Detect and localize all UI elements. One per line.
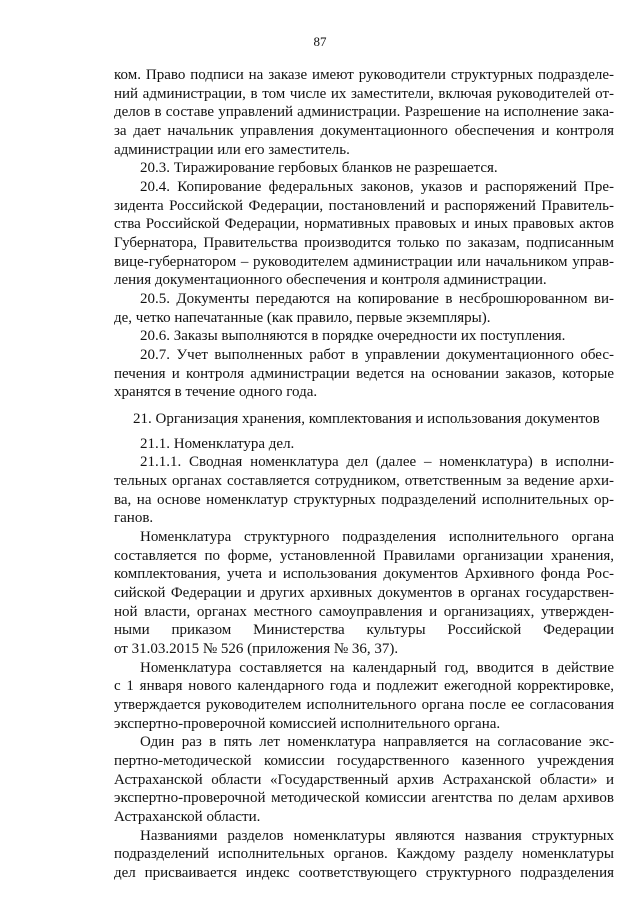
text-line: хранятся в течение одного года. [114,384,318,400]
text-line: Астраханской области «Государственный архив Астраханской области» и [114,772,614,788]
text-line: 21.1.1. Сводная номенклатура дел (далее – номенклатура) в исполни- [140,454,614,470]
text-line: Номенклатура составляется на календарный год, вводится в действие [140,660,614,676]
text-line: печения и контроля администрации ведется на основании заказов, которые [114,366,614,382]
text-line: ными приказом Министерства культуры Российской Федерации [114,622,614,638]
text-line: 20.3. Тиражирование гербовых бланков не разрешается. [140,160,498,176]
text-line: за дает начальник управления документационного обеспечения и контроля [114,123,614,139]
text-line: Названиями разделов номенклатуры являются названия структурных [140,828,614,844]
text-line: комплектования, учета и использования документов Архивного фонда Рос- [114,566,614,582]
text-line: 20.5. Документы передаются на копирование в несброшюрованном ви- [140,291,614,307]
text-line: де, четко напечатанные (как правило, первые экземпляры). [114,310,491,326]
text-line: ганов. [114,510,154,526]
text-line: утверждается руководителем исполнительного органа после ее согласования [114,697,614,713]
text-line: дел присваивается индекс соответствующего структурного подразделения [114,865,614,881]
text-line: 20.4. Копирование федеральных законов, указов и распоряжений Пре- [140,179,614,195]
text-line: 20.6. Заказы выполняются в порядке очередности их поступления. [140,328,566,344]
text-line: экспертно-проверочной методической комиссии агентства по делам архивов [114,790,614,806]
section-heading: 21. Организация хранения, комплектования и использования документов [133,411,600,427]
text-line: ной власти, органах местного самоуправления и организациях, утвержден- [114,604,614,620]
text-line: от 31.03.2015 № 526 (приложения № 36, 37). [114,641,399,657]
text-line: пертно-методической комиссии государственного казенного учреждения [114,753,614,769]
text-line: ства Российской Федерации, нормативных правовых и иных правовых актов [114,216,614,232]
text-line: экспертно-проверочной комиссией исполнительного органа. [114,716,501,732]
text-line: ком. Право подписи на заказе имеют руководители структурных подразделе- [114,67,614,83]
text-line: Губернатора, Правительства производится только по заказам, подписанным [114,235,614,251]
text-line: делов в составе управлений администрации. Разрешение на исполнение зака- [114,104,614,120]
text-line: ний администрации, в том числе их заместители, включая руководителей от- [114,86,614,102]
text-line: 21.1. Номенклатура дел. [140,436,295,452]
text-line: Номенклатура структурного подразделения исполнительного органа [140,529,614,545]
text-line: администрации или его заместитель. [114,142,350,158]
text-line: сийской Федерации и других архивных документов в органах государствен- [114,585,614,601]
text-line: ва, на основе номенклатур структурных подразделений исполнительных ор- [114,492,614,508]
text-line: Один раз в пять лет номенклатура направляется на согласование экс- [140,734,614,750]
text-line: зидента Российской Федерации, постановлений и распоряжений Правитель- [114,198,614,214]
page-number: 87 [313,34,327,49]
text-line: тельных органах составляется сотрудником, ответственным за ведение архи- [114,473,614,489]
text-line: составляется по форме, установленной Правилами организации хранения, [114,548,614,564]
text-line: ления документационного обеспечения и контроля администрации. [114,272,547,288]
text-line: с 1 января нового календарного года и подлежит ежегодной корректировке, [114,678,614,694]
text-line: подразделений исполнительных органов. Каждому разделу номенклатуры [114,846,614,862]
text-line: 20.7. Учет выполненных работ в управлении документационного обес- [140,347,614,363]
text-line: вице-губернатором – руководителем администрации или начальником управ- [114,254,614,270]
text-line: Астраханской области. [114,809,261,825]
